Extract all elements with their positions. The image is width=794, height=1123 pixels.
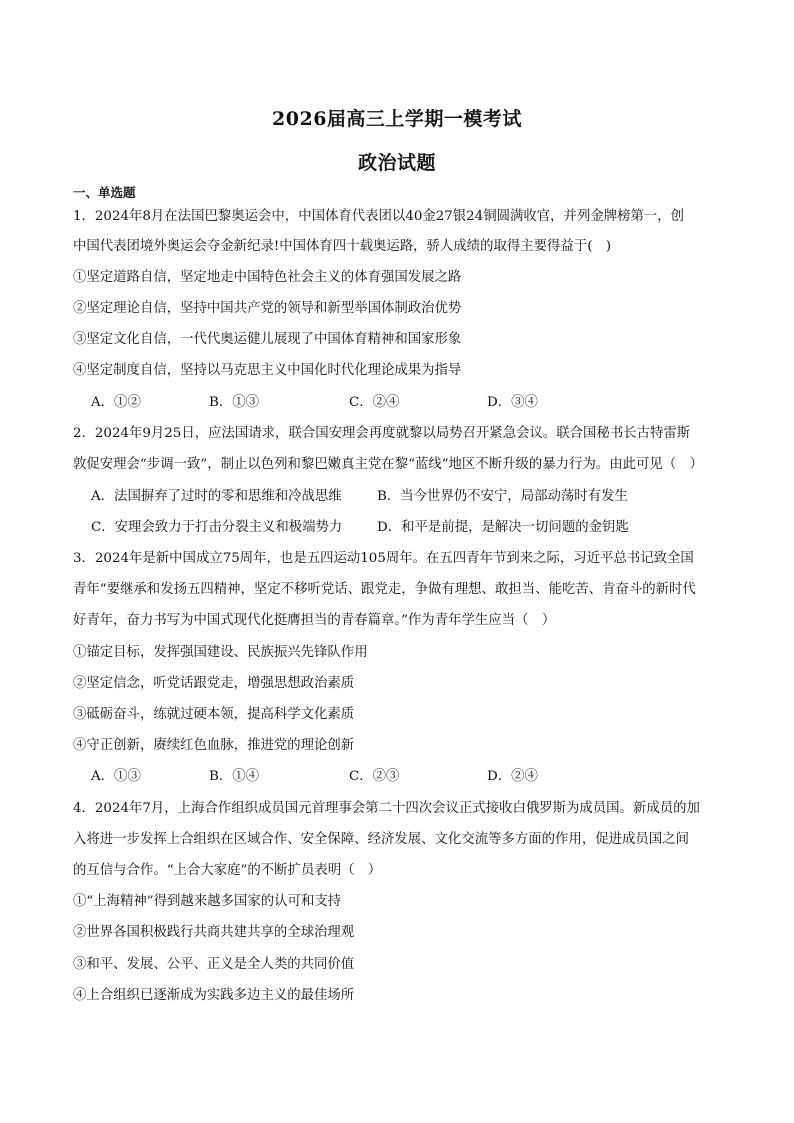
q3-option-c: C．②③ xyxy=(349,769,400,784)
q4-item-4: ④上合组织已逐渐成为实践多边主义的最佳场所 xyxy=(73,988,355,1003)
q1-item-1: ①坚定道路自信，坚定地走中国特色社会主义的体育强国发展之路 xyxy=(73,270,462,285)
q4-item-3: ③和平、发展、公平、正义是全人类的共同价值 xyxy=(73,957,355,972)
q1-option-d: D．③④ xyxy=(487,395,538,410)
q3-stem-line-3: 好青年，奋力书写为中国式现代化挺膺担当的青春篇章。”作为青年学生应当（ ） xyxy=(73,613,556,628)
q3-item-3: ③砥砺奋斗，练就过硬本领，提高科学文化素质 xyxy=(73,707,355,722)
q1-item-4: ④坚定制度自信，坚持以马克思主义中国化时代化理论成果为指导 xyxy=(73,363,462,378)
q4-item-2: ②世界各国积极践行共商共建共享的全球治理观 xyxy=(73,925,355,940)
q2-option-b: B．当今世界仍不安宁，局部动荡时有发生 xyxy=(377,489,628,504)
q3-option-a: A．①③ xyxy=(91,769,141,784)
q4-stem-line-1: 4．2024年7月，上海合作组织成员国元首理事会第二十四次会议正式接收白俄罗斯为成员国。新成员的加 xyxy=(73,801,700,816)
exam-title: 2026届高三上学期一模考试 xyxy=(272,108,522,130)
q3-item-1: ①锚定目标，发挥强国建设、民族振兴先锋队作用 xyxy=(73,645,368,660)
q1-stem-line-2: 中国代表团境外奥运会夺金新纪录!中国体育四十载奥运路，骄人成绩的取得主要得益于( ) xyxy=(73,239,612,254)
q3-option-d: D．②④ xyxy=(487,769,538,784)
q2-option-c: C．安理会致力于打击分裂主义和极端势力 xyxy=(91,520,343,535)
q1-option-b: B．①③ xyxy=(209,395,260,410)
q4-item-1: ①“上海精神”得到越来越多国家的认可和支持 xyxy=(73,894,342,909)
q2-option-d: D．和平是前提，是解决一切问题的金钥匙 xyxy=(377,520,629,535)
q1-option-c: C．②④ xyxy=(349,395,400,410)
q2-stem-line-1: 2．2024年9月25日，应法国请求，联合国安理会再度就黎以局势召开紧急会议。联合国秘书长古特雷斯 xyxy=(73,426,691,441)
q4-stem-line-3: 的互信与合作。“上合大家庭”的不断扩员表明（ ） xyxy=(73,863,382,878)
q2-option-a: A．法国摒弃了过时的零和思维和冷战思维 xyxy=(91,489,342,504)
q3-option-b: B．①④ xyxy=(209,769,260,784)
q3-item-2: ②坚定信念，听党话跟党走，增强思想政治素质 xyxy=(73,676,355,691)
q1-option-a: A．①② xyxy=(91,395,141,410)
q1-item-2: ②坚定理论自信，坚持中国共产党的领导和新型举国体制政治优势 xyxy=(73,301,462,316)
q3-stem-line-1: 3．2024年是新中国成立75周年，也是五四运动105周年。在五四青年节到来之际，习近平总书记致全国 xyxy=(73,551,694,566)
q4-stem-line-2: 入将进一步发挥上合组织在区域合作、安全保障、经济发展、文化交流等多方面的作用，促进成员国之间 xyxy=(73,832,689,847)
q3-item-4: ④守正创新，赓续红色血脉，推进党的理论创新 xyxy=(73,738,355,753)
q1-stem-line-1: 1．2024年8月在法国巴黎奥运会中，中国体育代表团以40金27银24铜圆满收官，并列金牌榜第一，创 xyxy=(73,209,685,224)
q3-stem-line-2: 青年“要继承和发扬五四精神，坚定不移听党话、跟党走，争做有理想、敢担当、能吃苦、肯奋斗的新时代 xyxy=(73,582,696,597)
section-heading: 一、单选题 xyxy=(73,185,136,200)
q1-item-3: ③坚定文化自信，一代代奥运健儿展现了中国体育精神和国家形象 xyxy=(73,332,462,347)
subject-title: 政治试题 xyxy=(357,152,436,174)
q2-stem-line-2: 敦促安理会“步调一致”，制止以色列和黎巴嫩真主党在黎“蓝线”地区不断升级的暴力行为。由此可见（ ） xyxy=(73,457,703,472)
